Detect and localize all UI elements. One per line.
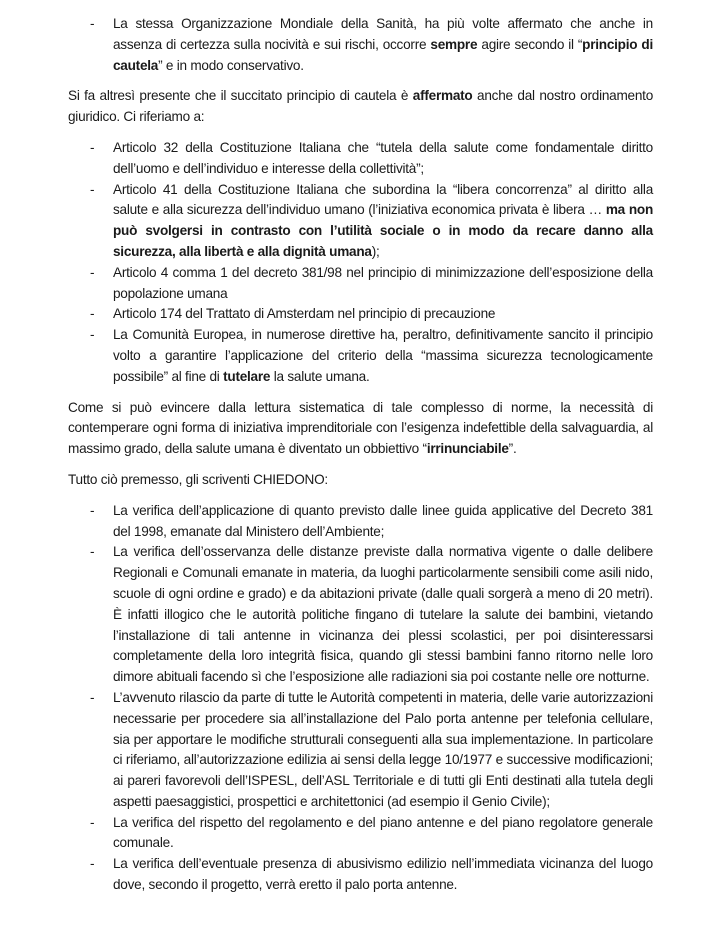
- bullet-dash-icon: -: [90, 264, 95, 280]
- list-item: [68, 854, 653, 896]
- bullet-dash-icon: -: [90, 139, 95, 155]
- text-segment: anche dal nostro ordinamento giuridico. Ci riferiamo a:: [68, 88, 654, 125]
- bullet-dash-icon: -: [90, 544, 95, 560]
- list-item: [68, 14, 653, 76]
- text-segment: La verifica dell’osservanza delle distanze previste dalla normativa vigente o dalle delibere Regionali e Comunali emanate in materia, da luoghi particolarmente sensibili come asili nido, scuole di ogni ordine e grado) e da abitazioni private (dalle quali sorgerà a meno di 20 metri). È infatti illogico che le autorità politiche fingano di tutelare la salute dei bambini, vietando l’installazione di tali antenne in vicinanza dei plessi scolastici, per poi disinteressarsi completamente della loro integrità fisica, quando gli stessi bambini fanno ritorno nelle loro dimore abituali facendo sì che l’esposizione alle radiazioni sia poi costante nelle ore notturne.: [113, 544, 653, 685]
- text-segment: Come si può evincere dalla lettura sistematica di tale complesso di norme, la necessità di contemperare ogni forma di iniziativa imprenditoriale con l’esigenza indefettible della salvaguardia, al massimo grado, della salute umana è diventato un obbiettivo “: [68, 399, 653, 457]
- text-segment: La stessa Organizzazione Mondiale della Sanità, ha più volte affermato che anche in assenza di certezza sulla nocività e sui rischi, occorre: [113, 16, 653, 52]
- bold-text-segment: irrinunciabile: [426, 441, 509, 457]
- legal-references-list: [68, 138, 653, 388]
- text-segment: );: [371, 243, 380, 259]
- text-segment: Si fa altresì presente che il succitato principio di cautela è: [68, 88, 413, 104]
- text-segment: agire secondo il “: [477, 36, 583, 52]
- list-item: [68, 542, 653, 688]
- text-segment: ” e in modo conservativo.: [158, 57, 304, 73]
- bullet-dash-icon: -: [90, 502, 95, 518]
- text-segment: la salute umana.: [270, 368, 370, 384]
- bold-text-segment: ma non può svolgersi in contrasto con l’utilità sociale o in modo da recare danno alla sicurezza, alla libertà e alla dignità umana: [113, 202, 653, 259]
- bold-text-segment: affermato: [412, 88, 473, 104]
- bold-text-segment: sempre: [430, 36, 478, 52]
- text-segment: Articolo 41 della Costituzione Italiana che subordina la “libera concorrenza” al diritto alla salute e alla sicurezza dell’individuo umano (l’iniziativa economica privata è libera …: [113, 181, 653, 218]
- list-item: [68, 304, 653, 325]
- bullet-dash-icon: -: [90, 689, 95, 705]
- text-segment: La Comunità Europea, in numerose direttive ha, peraltro, definitivamente sancito il principio volto a garantire l’applicazione del criterio della “massima sicurezza tecnologicamente possibile” al fine di: [113, 327, 653, 384]
- bullet-dash-icon: -: [90, 814, 95, 830]
- bullet-dash-icon: -: [90, 181, 95, 197]
- intro-list: [68, 14, 653, 76]
- text-segment: L’avvenuto rilascio da parte di tutte le Autorità competenti in materia, delle varie autorizzazioni necessarie per procedere sia all’installazione del Palo porta antenne per telefonia cellulare, sia per apportare le modifiche strutturali conseguenti alla sua implementazione. In particolare ci riferiamo, all’autorizzazione edilizia ai sensi della legge 10/1977 e successive modificazioni; ai pareri favorevoli dell’ISPESL, dell’ASL Territoriale e di tutti gli Enti destinati alla tutela degli aspetti paesaggistici, prospettici e architettonici (ad esempio il Genio Civile);: [113, 689, 653, 809]
- text-segment: Tutto ciò premesso, gli scriventi CHIEDONO:: [68, 471, 328, 487]
- list-item: [68, 501, 653, 543]
- text-segment: La verifica dell’applicazione di quanto previsto dalle linee guida applicative del Decreto 381 del 1998, emanate dal Ministero dell’Ambiente;: [113, 502, 653, 539]
- text-segment: La verifica dell’eventuale presenza di abusivismo edilizio nell’immediata vicinanza del luogo dove, secondo il progetto, verrà eretto il palo porta antenne.: [113, 856, 653, 893]
- paragraph-legal-basis: [68, 86, 653, 128]
- paragraph-request-intro: [68, 470, 653, 491]
- bullet-dash-icon: -: [90, 306, 95, 322]
- text-segment: Articolo 174 del Trattato di Amsterdam nel principio di precauzione: [113, 306, 496, 322]
- text-segment: La verifica del rispetto del regolamento e del piano antenne e del piano regolatore generale comunale.: [113, 814, 653, 851]
- list-item: [68, 138, 653, 180]
- list-item: [68, 325, 653, 387]
- bullet-dash-icon: -: [90, 327, 95, 343]
- bold-text-segment: principio di cautela: [113, 36, 654, 73]
- text-segment: ”.: [508, 441, 517, 457]
- requests-list: [68, 501, 653, 896]
- document-page: [68, 14, 653, 906]
- bold-text-segment: tutelare: [223, 368, 271, 384]
- list-item: [68, 813, 653, 855]
- list-item: [68, 180, 653, 263]
- bullet-dash-icon: -: [90, 16, 95, 31]
- list-item: [68, 263, 653, 305]
- text-segment: Articolo 4 comma 1 del decreto 381/98 nel principio di minimizzazione dell’esposizione della popolazione umana: [113, 264, 653, 301]
- list-item: [68, 688, 653, 813]
- bullet-dash-icon: -: [90, 856, 95, 872]
- paragraph-conclusion: [68, 398, 653, 460]
- text-segment: Articolo 32 della Costituzione Italiana che “tutela della salute come fondamentale diritto dell’uomo e dell’individuo e interesse della collettività”;: [113, 139, 653, 176]
